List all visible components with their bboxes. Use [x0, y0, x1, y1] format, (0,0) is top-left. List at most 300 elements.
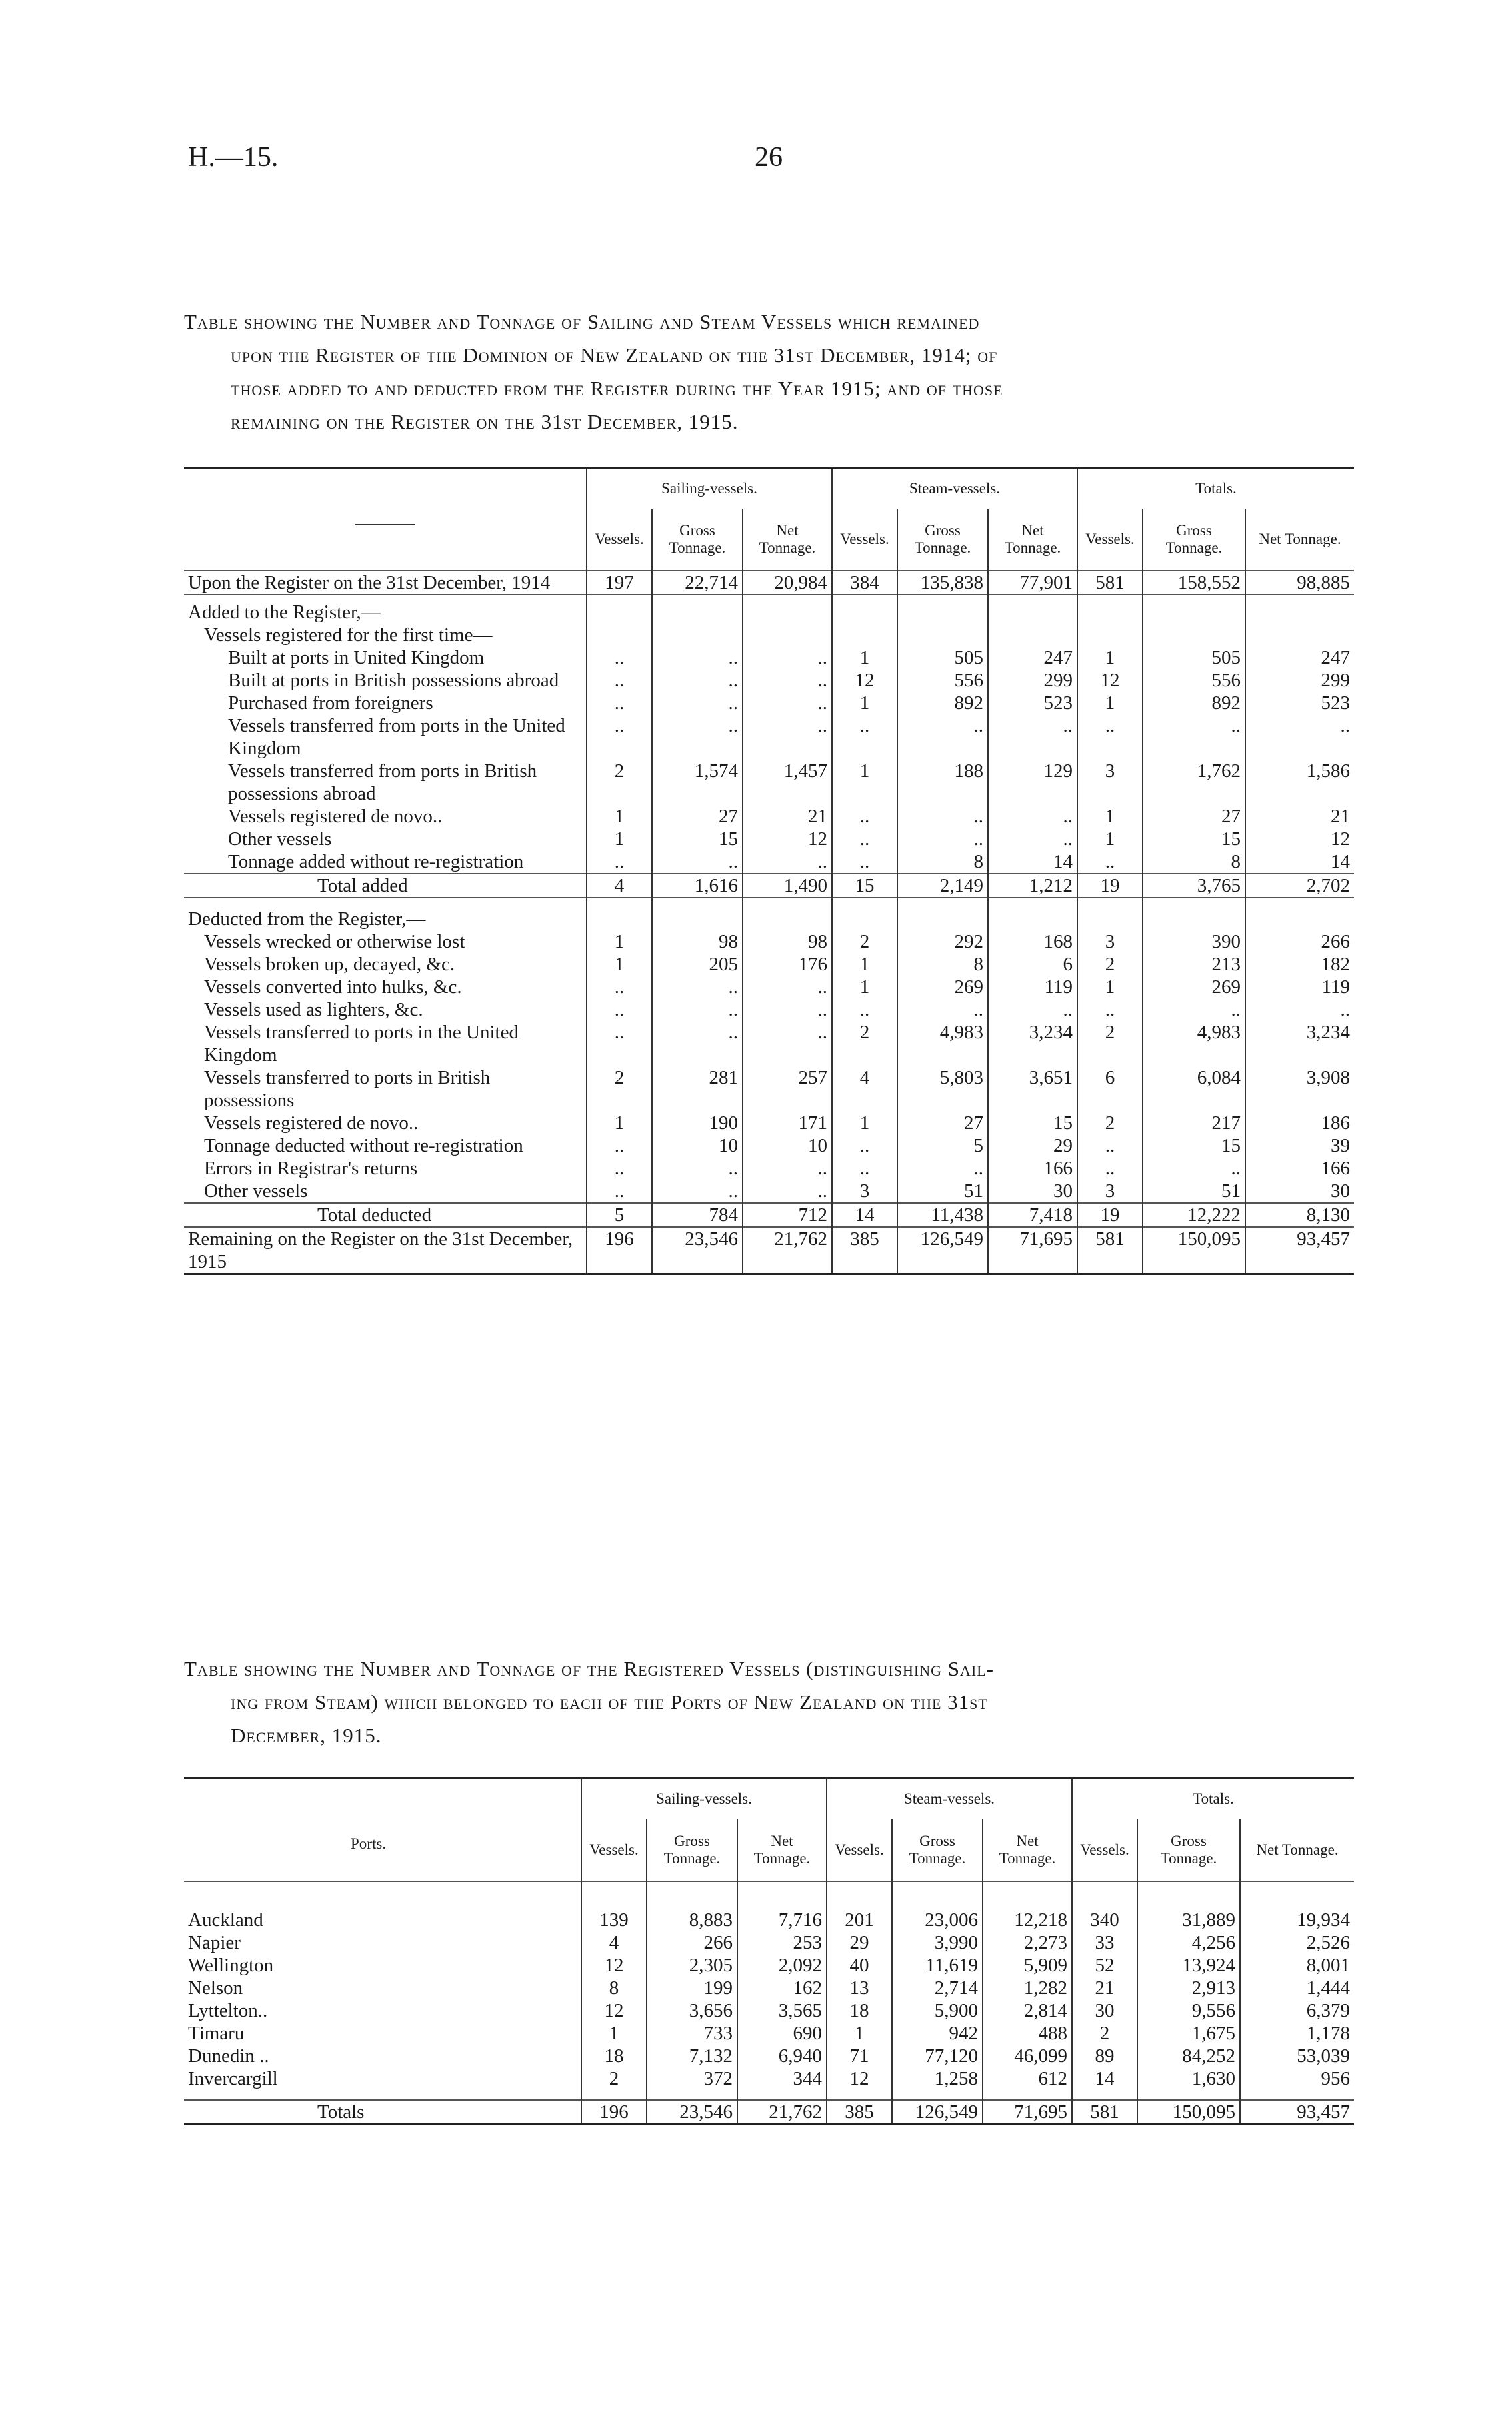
cell: 5	[897, 1134, 988, 1157]
row-label: Built at ports in British possessions abroad	[228, 670, 559, 691]
cell: 126,549	[897, 1227, 988, 1274]
added-row	[184, 669, 1354, 692]
row-label: Dunedin ..	[188, 2045, 269, 2067]
section-label: Deducted from the Register,—	[184, 898, 587, 930]
group-header-totals: Totals.	[1077, 468, 1354, 509]
cell: 2,814	[983, 1999, 1072, 2022]
table1-title	[184, 305, 1354, 439]
total-added-row	[184, 874, 1354, 898]
cell: 53,039	[1240, 2045, 1354, 2067]
group-header-steam: Steam-vessels.	[832, 468, 1077, 509]
cell: 712	[743, 1203, 832, 1227]
cell: ..	[1143, 998, 1245, 1021]
cell: ..	[743, 1180, 832, 1203]
cell: 3,234	[988, 1021, 1077, 1066]
cell: 150,095	[1137, 2100, 1240, 2125]
column-header: Vessels.	[832, 509, 897, 571]
cell: 51	[1143, 1180, 1245, 1203]
group-header-sailing: Sailing-vessels.	[587, 468, 832, 509]
cell: 2	[581, 2067, 647, 2100]
subsection-heading	[184, 624, 1354, 646]
cell: 1,282	[983, 1977, 1072, 1999]
cell: 5,909	[983, 1954, 1072, 1977]
cell: ..	[652, 646, 743, 669]
table2-title-line: December, 1915.	[231, 1724, 382, 1747]
cell: 1,258	[892, 2067, 983, 2100]
cell: 8	[897, 850, 988, 874]
column-header: Vessels.	[587, 509, 652, 571]
deducted-row	[184, 1157, 1354, 1180]
section-heading-deducted	[184, 898, 1354, 930]
cell: ..	[988, 998, 1077, 1021]
row-label: Vessels transferred from ports in British possessions abroad	[228, 760, 537, 804]
cell: ..	[897, 828, 988, 850]
cell: ..	[743, 1021, 832, 1066]
cell: 2,714	[892, 1977, 983, 1999]
row-label: Errors in Registrar's returns	[204, 1158, 418, 1179]
cell: 166	[988, 1157, 1077, 1180]
cell: 1	[832, 976, 897, 998]
cell: 71	[827, 2045, 892, 2067]
cell: ..	[652, 1021, 743, 1066]
row-label: Wellington	[188, 1955, 274, 1976]
section-label: Added to the Register,—	[184, 595, 587, 624]
cell: ..	[587, 850, 652, 874]
table2-title-line: Table showing the Number and Tonnage of the Registered Vessels (distinguishing Sail-	[184, 1657, 994, 1680]
cell: 2,273	[983, 1931, 1072, 1954]
cell: 1	[587, 930, 652, 953]
cell: 581	[1077, 571, 1143, 595]
row-label: Vessels registered de novo..	[228, 806, 443, 827]
cell: 1,574	[652, 760, 743, 805]
cell: 15	[832, 874, 897, 898]
column-header: Gross Tonnage.	[647, 1819, 737, 1881]
cell: ..	[587, 1134, 652, 1157]
cell: 31,889	[1137, 1881, 1240, 1931]
cell: 1	[587, 1112, 652, 1134]
cell: 5,803	[897, 1066, 988, 1112]
cell: 168	[988, 930, 1077, 953]
cell: ..	[897, 805, 988, 828]
column-header: Net Tonnage.	[983, 1819, 1072, 1881]
added-row	[184, 714, 1354, 760]
added-row	[184, 760, 1354, 805]
row-label: Purchased from foreigners	[228, 692, 433, 714]
added-row	[184, 828, 1354, 850]
cell: 6,084	[1143, 1066, 1245, 1112]
cell: 15	[988, 1112, 1077, 1134]
cell: ..	[1077, 1134, 1143, 1157]
table1-title-line: Table showing the Number and Tonnage of Sailing and Steam Vessels which remained	[184, 310, 980, 333]
cell: ..	[832, 850, 897, 874]
deducted-row	[184, 1112, 1354, 1134]
cell: ..	[743, 976, 832, 998]
cell: ..	[988, 714, 1077, 760]
column-header: Gross Tonnage.	[892, 1819, 983, 1881]
cell: 84,252	[1137, 2045, 1240, 2067]
cell: 340	[1072, 1881, 1137, 1931]
cell: 3,990	[892, 1931, 983, 1954]
row-label: Built at ports in United Kingdom	[228, 647, 485, 668]
cell: 269	[897, 976, 988, 998]
column-header: Vessels.	[827, 1819, 892, 1881]
cell: 299	[1245, 669, 1354, 692]
cell: 22,714	[652, 571, 743, 595]
cell: 12	[832, 669, 897, 692]
cell: ..	[587, 646, 652, 669]
row-label: Napier	[188, 1932, 241, 1953]
row-label: Vessels transferred to ports in the United Kingdom	[204, 1022, 519, 1066]
cell: 690	[737, 2022, 827, 2045]
cell: 21	[1072, 1977, 1137, 1999]
cell: ..	[743, 1157, 832, 1180]
cell: 2	[587, 1066, 652, 1112]
cell: 3	[1077, 760, 1143, 805]
cell: 14	[1072, 2067, 1137, 2100]
cell: 119	[1245, 976, 1354, 998]
deducted-row	[184, 1134, 1354, 1157]
cell: 71,695	[988, 1227, 1077, 1274]
table1-title-line: those added to and deducted from the Register during the Year 1915; and of those	[231, 377, 1003, 400]
row-label: Upon the Register on the 31st December, 1914	[184, 571, 587, 595]
cell: ..	[743, 646, 832, 669]
cell: 8	[897, 953, 988, 976]
cell: 257	[743, 1066, 832, 1112]
cell: 12,218	[983, 1881, 1072, 1931]
column-header: Net Tonnage.	[737, 1819, 827, 1881]
cell: 3,234	[1245, 1021, 1354, 1066]
row-label: Auckland	[184, 1881, 581, 1931]
cell: 505	[897, 646, 988, 669]
cell: ..	[832, 1134, 897, 1157]
cell: 29	[827, 1931, 892, 1954]
cell: 30	[1245, 1180, 1354, 1203]
row-label: Vessels used as lighters, &c.	[204, 999, 423, 1020]
added-row	[184, 850, 1354, 874]
column-header: Gross Tonnage.	[652, 509, 743, 571]
port-row	[184, 2045, 1354, 2067]
cell: 3	[832, 1180, 897, 1203]
deducted-row	[184, 998, 1354, 1021]
column-header: Gross Tonnage.	[1137, 1819, 1240, 1881]
cell: 12	[581, 1999, 647, 2022]
cell: ..	[897, 714, 988, 760]
cell: 8,883	[647, 1881, 737, 1931]
cell: 196	[581, 2100, 647, 2125]
cell: 247	[1245, 646, 1354, 669]
cell: 18	[827, 1999, 892, 2022]
column-header: Gross Tonnage.	[1143, 509, 1245, 571]
cell: 205	[652, 953, 743, 976]
cell: 93,457	[1245, 1227, 1354, 1274]
cell: ..	[897, 998, 988, 1021]
cell: 19	[1077, 1203, 1143, 1227]
cell: 6	[1077, 1066, 1143, 1112]
cell: 14	[832, 1203, 897, 1227]
cell: 23,546	[652, 1227, 743, 1274]
cell: 1	[832, 1112, 897, 1134]
cell: 2,913	[1137, 1977, 1240, 1999]
cell: 292	[897, 930, 988, 953]
cell: ..	[587, 1157, 652, 1180]
cell: ..	[832, 714, 897, 760]
group-header-steam: Steam-vessels.	[827, 1778, 1072, 1820]
cell: 77,901	[988, 571, 1077, 595]
cell: 4,983	[1143, 1021, 1245, 1066]
cell: 1,586	[1245, 760, 1354, 805]
ports-header: Ports.	[184, 1778, 581, 1882]
cell: ..	[1077, 998, 1143, 1021]
cell: 27	[897, 1112, 988, 1134]
cell: 3,908	[1245, 1066, 1354, 1112]
cell: 10	[652, 1134, 743, 1157]
cell: 269	[1143, 976, 1245, 998]
cell: 2,526	[1240, 1931, 1354, 1954]
row-label: Total deducted	[184, 1203, 587, 1227]
cell: 98	[652, 930, 743, 953]
cell: 77,120	[892, 2045, 983, 2067]
cell: 2	[1077, 1021, 1143, 1066]
column-header: Net Tonnage.	[743, 509, 832, 571]
cell: ..	[652, 669, 743, 692]
cell: 556	[897, 669, 988, 692]
cell: 135,838	[897, 571, 988, 595]
cell: 14	[988, 850, 1077, 874]
cell: ..	[587, 714, 652, 760]
cell: 8	[1143, 850, 1245, 874]
added-row	[184, 692, 1354, 714]
cell: 15	[652, 828, 743, 850]
cell: 15	[1143, 828, 1245, 850]
cell: 129	[988, 760, 1077, 805]
cell: 1	[581, 2022, 647, 2045]
cell: 176	[743, 953, 832, 976]
port-row	[184, 1977, 1354, 1999]
cell: 8,001	[1240, 1954, 1354, 1977]
cell: 13	[827, 1977, 892, 1999]
row-label: Invercargill	[188, 2068, 278, 2089]
cell: ..	[743, 714, 832, 760]
cell: 1,675	[1137, 2022, 1240, 2045]
cell: 188	[897, 760, 988, 805]
port-row	[184, 2067, 1354, 2100]
cell: 942	[892, 2022, 983, 2045]
cell: 281	[652, 1066, 743, 1112]
row-start-register	[184, 571, 1354, 595]
cell: 20,984	[743, 571, 832, 595]
cell: 6,940	[737, 2045, 827, 2067]
cell: 3,651	[988, 1066, 1077, 1112]
cell: ..	[897, 1157, 988, 1180]
cell: 581	[1072, 2100, 1137, 2125]
cell: 12	[1245, 828, 1354, 850]
cell: 98,885	[1245, 571, 1354, 595]
row-label: Total added	[184, 874, 587, 898]
column-header: Vessels.	[581, 1819, 647, 1881]
cell: 3,565	[737, 1999, 827, 2022]
deducted-row	[184, 976, 1354, 998]
cell: 5	[587, 1203, 652, 1227]
table1-title-line: remaining on the Register on the 31st December, 1915.	[231, 410, 739, 433]
row-label: Vessels converted into hulks, &c.	[204, 976, 462, 998]
total-deducted-row	[184, 1203, 1354, 1227]
cell: 190	[652, 1112, 743, 1134]
cell: 1,444	[1240, 1977, 1354, 1999]
port-row	[184, 1954, 1354, 1977]
cell: 581	[1077, 1227, 1143, 1274]
cell: 27	[1143, 805, 1245, 828]
cell: ..	[652, 714, 743, 760]
cell: 18	[581, 2045, 647, 2067]
row-label: Vessels broken up, decayed, &c.	[204, 954, 455, 975]
cell: 52	[1072, 1954, 1137, 1977]
cell: ..	[743, 850, 832, 874]
cell: 2	[587, 760, 652, 805]
cell: 1	[827, 2022, 892, 2045]
cell: 253	[737, 1931, 827, 1954]
cell: 9,556	[1137, 1999, 1240, 2022]
group-header-sailing: Sailing-vessels.	[581, 1778, 827, 1820]
cell: 2,702	[1245, 874, 1354, 898]
cell: ..	[1077, 1157, 1143, 1180]
cell: 1,762	[1143, 760, 1245, 805]
cell: 1	[832, 760, 897, 805]
cell: 126,549	[892, 2100, 983, 2125]
deducted-row	[184, 1180, 1354, 1203]
port-row	[184, 2022, 1354, 2045]
cell: 7,716	[737, 1881, 827, 1931]
cell: 12	[1077, 669, 1143, 692]
cell: 4	[832, 1066, 897, 1112]
register-summary-table	[184, 467, 1354, 1275]
cell: 4,983	[897, 1021, 988, 1066]
cell: 1	[587, 953, 652, 976]
added-row	[184, 646, 1354, 669]
cell: 162	[737, 1977, 827, 1999]
cell: 150,095	[1143, 1227, 1245, 1274]
port-row	[184, 1931, 1354, 1954]
cell: 892	[897, 692, 988, 714]
cell: 299	[988, 669, 1077, 692]
cell: 8	[581, 1977, 647, 1999]
cell: 39	[1245, 1134, 1354, 1157]
cell: 23,546	[647, 2100, 737, 2125]
cell: 29	[988, 1134, 1077, 1157]
cell: 1,212	[988, 874, 1077, 898]
cell: 14	[1245, 850, 1354, 874]
cell: 1	[1077, 646, 1143, 669]
cell: 523	[988, 692, 1077, 714]
deducted-row	[184, 1021, 1354, 1066]
cell: 2,149	[897, 874, 988, 898]
cell: 197	[587, 571, 652, 595]
table2-title-line: ing from Steam) which belonged to each of the Ports of New Zealand on the 31st	[231, 1690, 988, 1714]
cell: ..	[988, 805, 1077, 828]
table1-title-line: upon the Register of the Dominion of New Zealand on the 31st December, 1914; of	[231, 343, 998, 367]
row-label: Lyttelton..	[188, 2000, 268, 2021]
cell: ..	[1245, 998, 1354, 1021]
cell: 1	[1077, 828, 1143, 850]
row-label: Vessels registered de novo..	[204, 1112, 419, 1134]
cell: 1	[1077, 805, 1143, 828]
cell: 4	[587, 874, 652, 898]
cell: 5,900	[892, 1999, 983, 2022]
row-label: Tonnage added without re-registration	[228, 851, 524, 872]
cell: 21	[1245, 805, 1354, 828]
cell: ..	[832, 1157, 897, 1180]
row-label: Remaining on the Register on the 31st December, 1915	[184, 1227, 587, 1274]
cell: 12,222	[1143, 1203, 1245, 1227]
cell: 505	[1143, 646, 1245, 669]
cell: 93,457	[1240, 2100, 1354, 2125]
column-header: Vessels.	[1077, 509, 1143, 571]
section-heading-added	[184, 595, 1354, 624]
cell: 171	[743, 1112, 832, 1134]
cell: 2,092	[737, 1954, 827, 1977]
column-header: Vessels.	[1072, 1819, 1137, 1881]
cell: 201	[827, 1881, 892, 1931]
cell: ..	[832, 998, 897, 1021]
cell: ..	[652, 1157, 743, 1180]
row-label: Timaru	[188, 2023, 245, 2044]
cell: 199	[647, 1977, 737, 1999]
cell: ..	[743, 998, 832, 1021]
row-label: Vessels wrecked or otherwise lost	[204, 931, 465, 952]
cell: 186	[1245, 1112, 1354, 1134]
totals-row	[184, 2100, 1354, 2125]
cell: 158,552	[1143, 571, 1245, 595]
cell: ..	[587, 1021, 652, 1066]
port-row	[184, 1999, 1354, 2022]
cell: 1	[587, 828, 652, 850]
cell: ..	[743, 692, 832, 714]
page-number: 26	[755, 142, 783, 173]
row-label: Nelson	[188, 1977, 243, 1999]
cell: 1,490	[743, 874, 832, 898]
cell: 11,619	[892, 1954, 983, 1977]
cell: 19,934	[1240, 1881, 1354, 1931]
cell: 1,457	[743, 760, 832, 805]
added-row	[184, 805, 1354, 828]
cell: 139	[581, 1881, 647, 1931]
cell: 23,006	[892, 1881, 983, 1931]
deducted-row	[184, 930, 1354, 953]
cell: 1,630	[1137, 2067, 1240, 2100]
cell: 556	[1143, 669, 1245, 692]
cell: 7,132	[647, 2045, 737, 2067]
cell: 3,765	[1143, 874, 1245, 898]
cell: 3,656	[647, 1999, 737, 2022]
cell: ..	[832, 805, 897, 828]
cell: 4,256	[1137, 1931, 1240, 1954]
column-header: Net Tonnage.	[988, 509, 1077, 571]
cell: ..	[587, 669, 652, 692]
cell: 344	[737, 2067, 827, 2100]
cell: 733	[647, 2022, 737, 2045]
row-label: Vessels transferred from ports in the United Kingdom	[228, 715, 565, 759]
cell: 1,178	[1240, 2022, 1354, 2045]
cell: ..	[1245, 714, 1354, 760]
group-header-totals: Totals.	[1072, 1778, 1354, 1820]
cell: ..	[652, 976, 743, 998]
cell: 3	[1077, 1180, 1143, 1203]
cell: 247	[988, 646, 1077, 669]
cell: ..	[587, 976, 652, 998]
cell: 182	[1245, 953, 1354, 976]
cell: 46,099	[983, 2045, 1072, 2067]
cell: 21,762	[743, 1227, 832, 1274]
cell: 6,379	[1240, 1999, 1354, 2022]
